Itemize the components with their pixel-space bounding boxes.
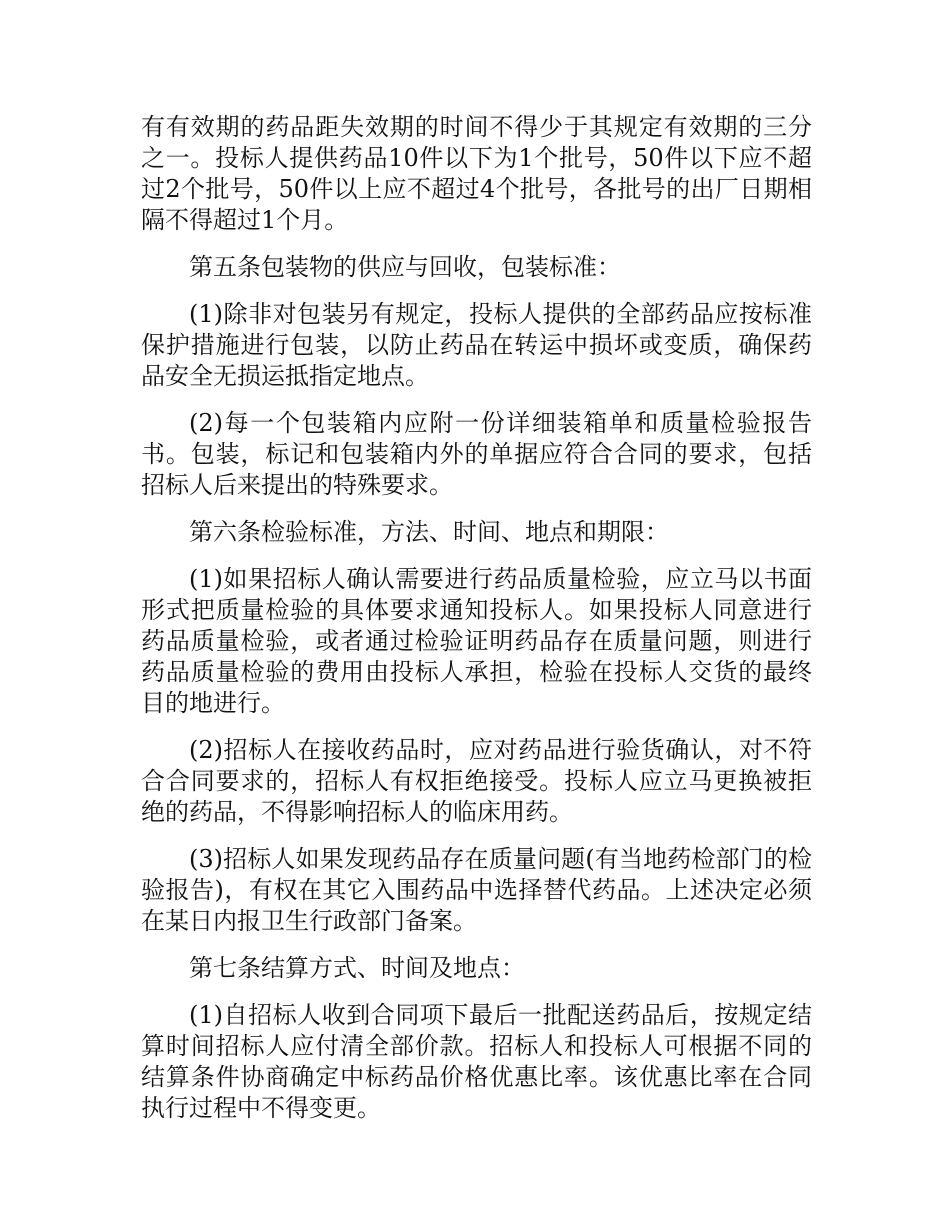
article-6-clause-3: (3)招标人如果发现药品存在质量问题(有当地药检部门的检验报告)，有权在其它入围药品中选择替代药品。上述决定必须在某日内报卫生行政部门备案。 bbox=[141, 845, 812, 935]
article-5-heading: 第五条包装物的供应与回收，包装标准： bbox=[189, 253, 621, 281]
article-7-heading: 第七条结算方式、时间及地点： bbox=[189, 954, 525, 982]
article-7-clause-1: (1)自招标人收到合同项下最后一批配送药品后，按规定结算时间招标人应付清全部价款。招标人和投标人可根据不同的结算条件协商确定中标药品价格优惠比率。该优惠比率在合同执行过程中不得变更。 bbox=[141, 1001, 812, 1122]
article-5-clause-2: (2)每一个包装箱内应附一份详细装箱单和质量检验报告书。包装，标记和包装箱内外的单据应符合合同的要求，包括招标人后来提出的特殊要求。 bbox=[141, 409, 812, 499]
paragraph-continuation: 有有效期的药品距失效期的时间不得少于其规定有效期的三分之一。投标人提供药品10件以下为1个批号，50件以下应不超过2个批号，50件以上应不超过4个批号，各批号的出厂日期相隔不得超过1个月。 bbox=[141, 113, 812, 234]
article-5-clause-1: (1)除非对包装另有规定，投标人提供的全部药品应按标准保护措施进行包装，以防止药品在转运中损坏或变质，确保药品安全无损运抵指定地点。 bbox=[141, 300, 812, 390]
article-6-clause-1: (1)如果招标人确认需要进行药品质量检验，应立马以书面形式把质量检验的具体要求通知投标人。如果投标人同意进行药品质量检验，或者通过检验证明药品存在质量问题，则进行药品质量检验的费用由投标人承担，检验在投标人交货的最终目的地进行。 bbox=[141, 565, 812, 717]
article-6-heading: 第六条检验标准，方法、时间、地点和期限： bbox=[189, 518, 669, 546]
article-6-clause-2: (2)招标人在接收药品时，应对药品进行验货确认，对不符合合同要求的，招标人有权拒绝接受。投标人应立马更换被拒绝的药品，不得影响招标人的临床用药。 bbox=[141, 736, 812, 826]
